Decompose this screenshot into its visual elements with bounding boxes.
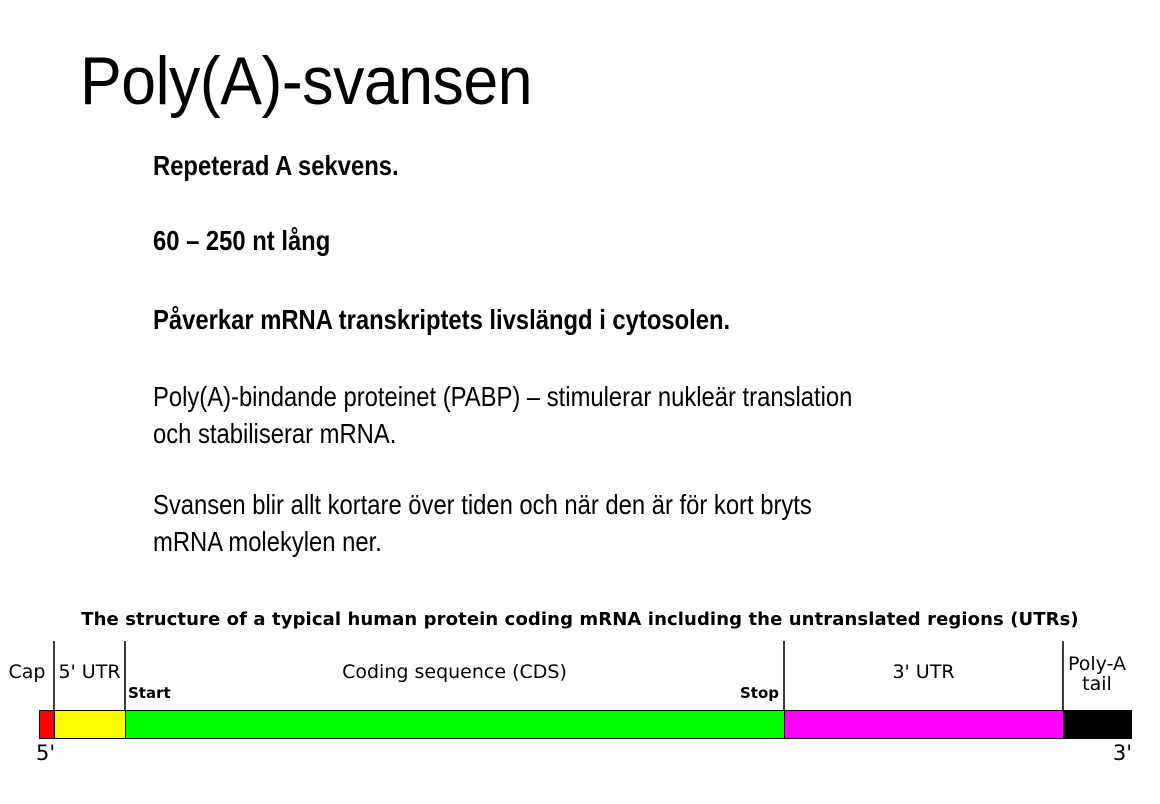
- segment-five-utr: [54, 711, 125, 738]
- segment-label-five-utr: 5' UTR: [58, 661, 121, 683]
- segment-poly-a: [1063, 711, 1131, 738]
- three-prime-end-label: 3': [1112, 741, 1132, 765]
- five-prime-end-label: 5': [36, 741, 56, 765]
- body-paragraph: Repeterad A sekvens.: [153, 150, 399, 181]
- page-title: Poly(A)-svansen: [80, 43, 533, 119]
- segment-label-poly-a: Poly-A tail: [1067, 653, 1127, 695]
- segment-cds: [125, 711, 784, 738]
- body-paragraph: 60 – 250 nt lång: [153, 225, 331, 256]
- mrna-bar: [39, 710, 1132, 739]
- start-codon-label: Start: [128, 684, 171, 702]
- segment-label-cds: Coding sequence (CDS): [342, 661, 567, 683]
- figure-title: The structure of a typical human protein coding mRNA including the untranslated regions (UTRs): [81, 609, 1079, 630]
- body-paragraph: Poly(A)-bindande proteinet (PABP) – stimulerar nukleär translation och stabiliserar mRNA.: [153, 381, 853, 449]
- body-paragraph: Svansen blir allt kortare över tiden och när den är för kort bryts mRNA molekylen ner.: [153, 489, 812, 557]
- segment-three-utr: [784, 711, 1063, 738]
- stop-codon-label: Stop: [739, 684, 779, 702]
- segment-label-cap: Cap: [8, 661, 46, 683]
- body-paragraph: Påverkar mRNA transkriptets livslängd i cytosolen.: [153, 304, 731, 335]
- segment-label-three-utr: 3' UTR: [892, 661, 955, 683]
- segment-cap: [40, 711, 54, 738]
